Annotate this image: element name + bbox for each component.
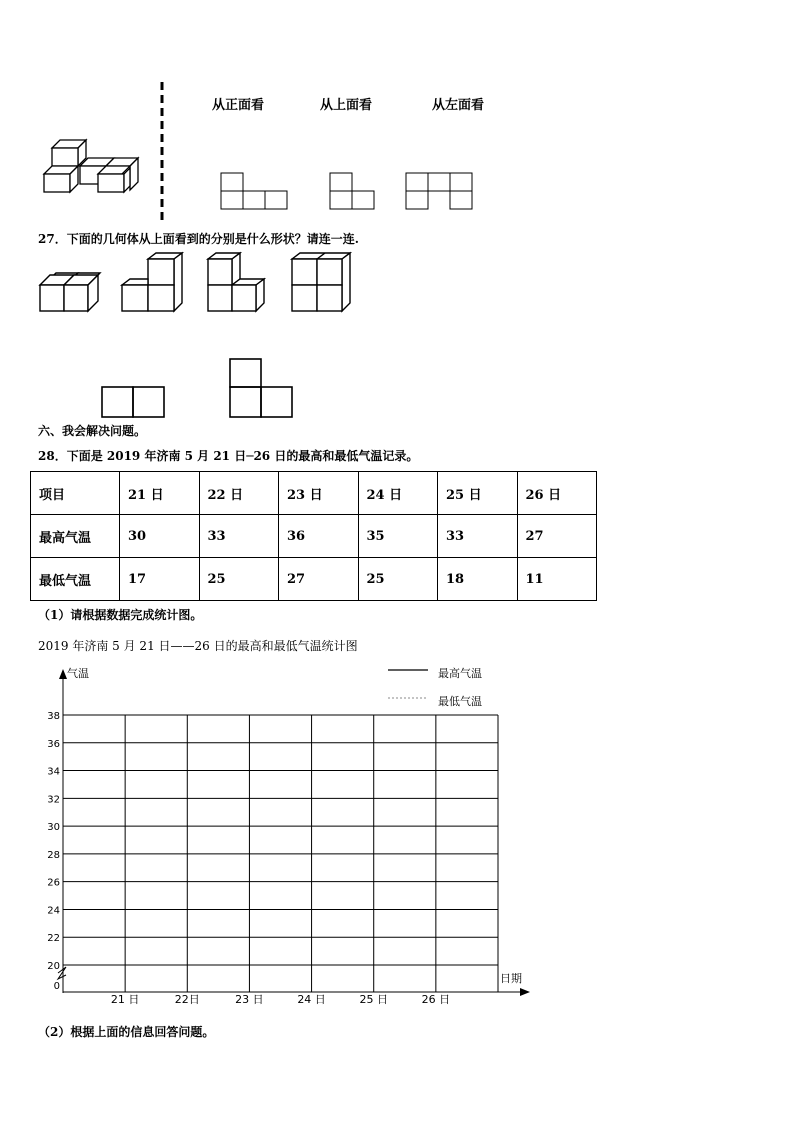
origin-label: 0 [53, 981, 60, 992]
table-cell: 23 日 [279, 472, 359, 515]
table-cell: 25 日 [438, 472, 518, 515]
y-axis-title: 气温 [67, 667, 89, 680]
table-cell: 26 日 [517, 472, 597, 515]
y-tick-label: 22 [47, 933, 60, 945]
top-view-label: 从上面看 [320, 98, 373, 113]
table-cell: 30 [120, 515, 200, 558]
solid-2 [122, 253, 182, 311]
y-tick-label: 26 [47, 877, 60, 889]
cube-stack-drawing [44, 140, 138, 192]
table-cell: 33 [199, 515, 279, 558]
y-tick-label: 20 [47, 961, 60, 972]
table-cell: 24 日 [358, 472, 438, 515]
y-axis-arrow [59, 669, 67, 679]
table-cell: 33 [438, 515, 518, 558]
view-shape-a [102, 387, 164, 417]
q28-text: 28．下面是 2019 年济南 5 月 21 日─26 日的最高和最低气温记录。 [38, 449, 419, 463]
y-tick-label: 36 [47, 738, 60, 750]
y-tick-label: 38 [47, 711, 60, 722]
x-tick-label: 23 日 [235, 993, 264, 1006]
y-tick-label: 24 [47, 905, 60, 917]
x-axis-arrow [520, 988, 530, 996]
table-cell: 35 [358, 515, 438, 558]
view-shape-b [230, 359, 292, 417]
table-cell: 17 [120, 558, 200, 601]
solid-3 [208, 253, 264, 311]
chart-title: 2019 年济南 5 月 21 日——26 日的最高和最低气温统计图 [38, 639, 358, 653]
table-cell: 18 [438, 558, 518, 601]
left-view-shape [406, 173, 472, 209]
solid-1 [40, 273, 100, 311]
top-view-shape [330, 173, 374, 209]
q28-sub1: （1）请根据数据完成统计图。 [38, 608, 203, 622]
x-tick-label: 26 日 [421, 993, 451, 1006]
legend-label-low: 最低气温 [438, 695, 482, 708]
front-view-label: 从正面看 [212, 98, 265, 113]
table-cell: 27 [279, 558, 359, 601]
q27-text: 27．下面的几何体从上面看到的分别是什么形状？请连一连. [38, 232, 359, 246]
table-cell: 21 日 [120, 472, 200, 515]
q27-solids [30, 245, 370, 425]
left-view-label: 从左面看 [432, 98, 485, 113]
table-cell: 25 [199, 558, 279, 601]
table-cell: 25 [358, 558, 438, 601]
legend-label-high: 最高气温 [438, 667, 482, 680]
x-tick-label: 24 日 [297, 993, 326, 1006]
table-cell: 11 [517, 558, 597, 601]
y-tick-label: 34 [47, 766, 60, 778]
table-cell: 最高气温 [31, 515, 120, 558]
q28-sub2: （2）根据上面的信息回答问题。 [38, 1025, 215, 1039]
x-tick-label: 21 日 [110, 993, 140, 1006]
y-tick-label: 28 [47, 849, 60, 861]
temperature-table [30, 471, 597, 601]
table-cell: 36 [279, 515, 359, 558]
y-tick-label: 32 [47, 794, 60, 806]
table-row [31, 472, 597, 515]
front-view-shape [221, 173, 287, 209]
table-cell: 最低气温 [31, 558, 120, 601]
table-cell: 22 日 [199, 472, 279, 515]
table-row [31, 558, 597, 601]
table-row [31, 515, 597, 558]
x-tick-label: 25 日 [359, 993, 388, 1006]
table-cell: 项目 [31, 472, 120, 515]
section6-title: 六、我会解决问题。 [38, 424, 147, 438]
table-cell: 27 [517, 515, 597, 558]
y-tick-label: 30 [47, 822, 60, 834]
solid-4 [292, 253, 350, 311]
x-axis-title: 日期 [500, 972, 522, 985]
x-tick-label: 22日 [174, 993, 200, 1006]
temperature-chart [0, 655, 560, 1010]
